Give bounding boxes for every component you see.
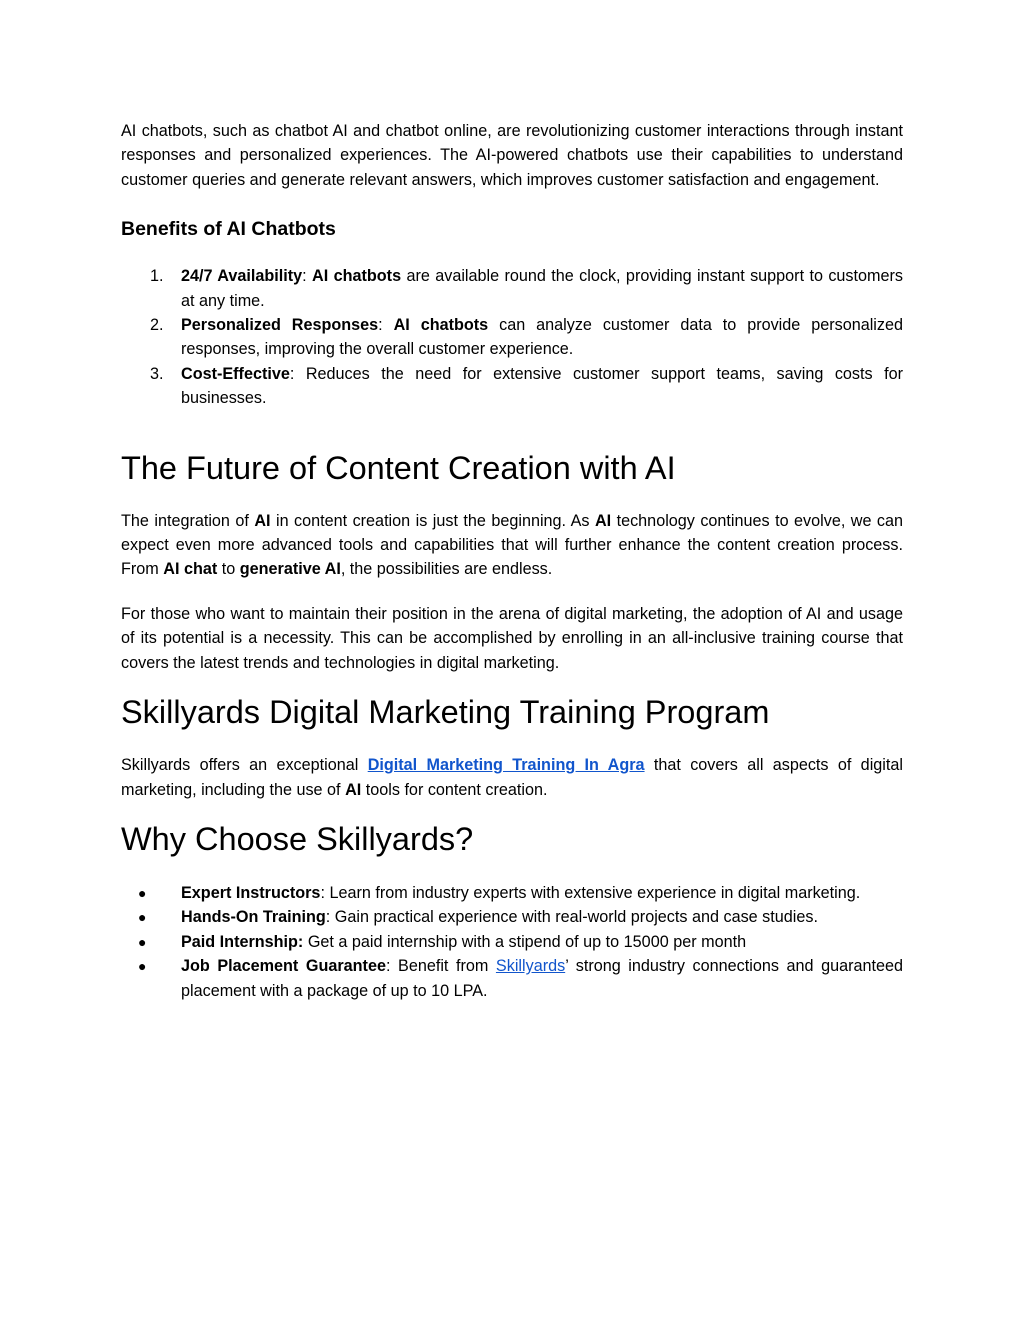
bullet-icon: ● xyxy=(138,909,147,926)
list-item: ● Expert Instructors: Learn from industry experts with extensive experience in digital marketing. xyxy=(121,881,903,905)
list-item xyxy=(121,930,903,954)
item-title: Personalized Responses xyxy=(181,316,379,335)
future-heading: The Future of Content Creation with AI xyxy=(121,449,676,486)
bullet-icon: ● xyxy=(138,958,147,975)
item-title: 24/7 Availability xyxy=(181,267,303,286)
skillyards-link[interactable]: Skillyards xyxy=(495,957,566,976)
program-paragraph: Skillyards offers an exceptional Digital Marketing Training In Agra that covers all aspects of digital marketing, including the use of AI tools for content creation. xyxy=(121,756,903,799)
list-item: 3. Cost-Effective: Reduces the need for extensive customer support teams, saving costs for businesses. xyxy=(121,362,903,411)
program-heading: Skillyards Digital Marketing Training Program xyxy=(121,694,770,731)
item-title: Job Placement Guarantee xyxy=(181,957,386,976)
item-text: Learn from industry experts with extensive experience in digital marketing. xyxy=(329,883,861,902)
item-text: Reduces the need for extensive customer support teams, saving costs for businesses. xyxy=(181,364,903,408)
item-bold: AI chatbots xyxy=(312,267,402,286)
benefits-heading: Benefits of AI Chatbots xyxy=(121,218,336,241)
future-paragraph-1: The integration of AI in content creation is just the beginning. As AI technology continues to evolve, we can expect even more advanced tools and capabilities that will further enhance the content creation process. From AI chat to generative AI, the possibilities are endless. xyxy=(121,511,904,579)
item-text: Gain practical experience with real-world projects and case studies. xyxy=(334,908,818,927)
document-page xyxy=(121,119,903,1003)
list-item: ● Hands-On Training: Gain practical experience with real-world projects and case studies. xyxy=(121,905,903,929)
item-bold: AI chatbots xyxy=(393,316,489,335)
bullet-icon: ● xyxy=(138,933,147,950)
benefits-list xyxy=(121,264,903,410)
item-title: Cost-Effective xyxy=(181,364,290,383)
list-marker: 1. xyxy=(150,267,164,286)
item-text: ’ strong industry connections and guaranteed placement with a package of up to 10 LPA. xyxy=(181,957,903,1000)
item-title: Paid Internship: xyxy=(181,932,304,951)
item-title: Hands-On Training xyxy=(181,908,326,927)
list-item: ● Job Placement Guarantee: Benefit from Skillyards’ strong industry connections and guaranteed placement with a package of up to 10 LPA. xyxy=(121,954,903,1003)
item-text: Get a paid internship with a stipend of up to 15000 per month xyxy=(307,932,747,951)
digital-marketing-training-link[interactable]: Digital Marketing Training In Agra xyxy=(367,756,645,775)
why-heading: Why Choose Skillyards? xyxy=(121,820,474,857)
item-text: can analyze customer data to provide personalized responses, improving the overall customer experience. xyxy=(181,316,903,359)
bullet-icon: ● xyxy=(138,884,147,901)
list-item: 2. Personalized Responses: AI chatbots can analyze customer data to provide personalized responses, improving the overall customer experience. xyxy=(121,313,903,362)
list-item: 1. 24/7 Availability: AI chatbots are available round the clock, providing instant support to customers at any time. xyxy=(121,264,903,313)
item-title: Expert Instructors xyxy=(181,883,321,902)
future-paragraph-2: For those who want to maintain their position in the arena of digital marketing, the adoption of AI and usage of its potential is a necessity. This can be accomplished by enrolling in an all-inclusive training course that covers the latest trends and technologies in digital marketing. xyxy=(121,604,903,672)
intro-paragraph: AI chatbots, such as chatbot AI and chatbot online, are revolutionizing customer interactions through instant responses and personalized experiences. The AI-powered chatbots use their capabilities to understand customer queries and generate relevant answers, which improves customer satisfaction and engagement. xyxy=(121,122,903,189)
list-marker: 3. xyxy=(150,364,164,383)
item-text: are available round the clock, providing instant support to customers at any time. xyxy=(181,267,903,310)
list-marker: 2. xyxy=(150,316,164,335)
why-list xyxy=(121,881,903,1003)
